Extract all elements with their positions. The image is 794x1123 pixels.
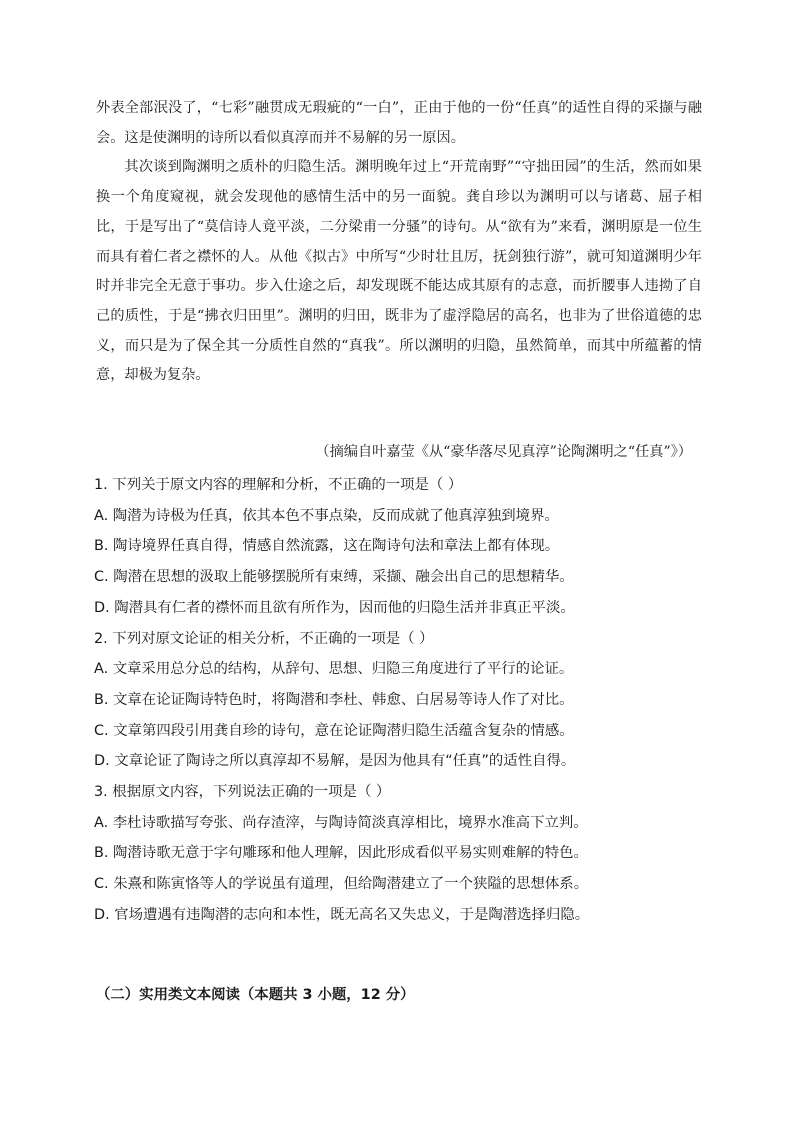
question-2-stem: 2. 下列对原文论证的相关分析，不正确的一项是（ ）	[94, 630, 434, 647]
passage-source-citation: （摘编自叶嘉莹《从“豪华落尽见真淳”论陶渊明之“任真”》）	[315, 444, 692, 460]
reading-passage	[96, 94, 702, 391]
question-1-stem: 1. 下列关于原文内容的理解和分析，不正确的一项是（ ）	[94, 477, 463, 493]
question-2-option-b: B. 文章在论证陶诗特色时，将陶潜和李杜、韩愈、白居易等诗人作了对比。	[94, 691, 574, 708]
question-list	[94, 470, 734, 931]
question-3-option-c: C. 朱熹和陈寅恪等人的学说虽有道理，但给陶潜建立了一个狭隘的思想体系。	[94, 876, 589, 893]
question-3-option-d: D. 官场遭遇有违陶潜的志向和本性，既无高名又失忠义，于是陶潜选择归隐。	[94, 906, 590, 923]
question-3-option-b: B. 陶潜诗歌无意于字句雕琢和他人理解，因此形成看似平易实则难解的特色。	[94, 845, 588, 862]
question-3-stem: 3. 根据原文内容，下列说法正确的一项是（ ）	[94, 784, 391, 801]
question-3-option-a: A. 李杜诗歌描写夸张、尚存渣滓，与陶诗简淡真淳相比，境界水准高下立判。	[94, 814, 588, 831]
question-1-option-b: B. 陶诗境界任真自得，情感自然流露，这在陶诗句法和章法上都有体现。	[94, 538, 560, 555]
question-2-option-a: A. 文章采用总分总的结构，从辞句、思想、归隐三角度进行了平行的论证。	[94, 661, 574, 678]
question-1-option-a: A. 陶潜为诗极为任真，依其本色不事点染，反而成就了他真淳独到境界。	[94, 507, 559, 524]
question-1-option-d: D. 陶潜具有仁者的襟怀而且欲有所作为，因而他的归隐生活并非真正平淡。	[94, 599, 575, 616]
section-heading: （二）实用类文本阅读（本题共 3 小题，12 分）	[96, 987, 415, 1003]
question-2-option-d: D. 文章论证了陶诗之所以真淳却不易解，是因为他具有“任真”的适性自得。	[94, 753, 576, 770]
question-2-option-c: C. 文章第四段引用龚自珍的诗句，意在论证陶潜归隐生活蕴含复杂的情感。	[94, 722, 574, 739]
passage-paragraph-2: 其次谈到陶渊明之质朴的归隐生活。渊明晚年过上“开荒南野”“守拙田园”的生活，然而如果换一个角度窥视，就会发现他的感情生活中的另一面貌。龚自珍以为渊明可以与诸葛、屈子相比，于是写出了“莫信诗人竟平淡，二分梁甫一分骚”的诗句。从“欲有为”来看，渊明原是一位生而具有着仁者之襟怀的人。从他《拟古》中所写“少时壮且厉，抚剑独行游”，就可知道渊明少年时并非完全无意于事功。步入仕途之后，却发现既不能达成其原有的志意，而折腰事人违拗了自己的质性，于是“拂衣归田里”。渊明的归田，既非为了虚浮隐居的高名，也非为了世俗道德的忠义，而只是为了保全其一分质性自然的“真我”。所以渊明的归隐，虽然简单，而其中所蕴蓄的情意，却极为复杂。	[96, 159, 702, 384]
question-1-option-c: C. 陶潜在思想的汲取上能够摆脱所有束缚，采撷、融会出自己的思想精华。	[94, 569, 574, 586]
passage-paragraph-1: 外表全部泯没了，“七彩”融贯成无瑕疵的“一白”，正由于他的一份“任真”的适性自得的采撷与融会。这是使渊明的诗所以看似真淳而并不易解的另一原因。	[96, 100, 702, 146]
